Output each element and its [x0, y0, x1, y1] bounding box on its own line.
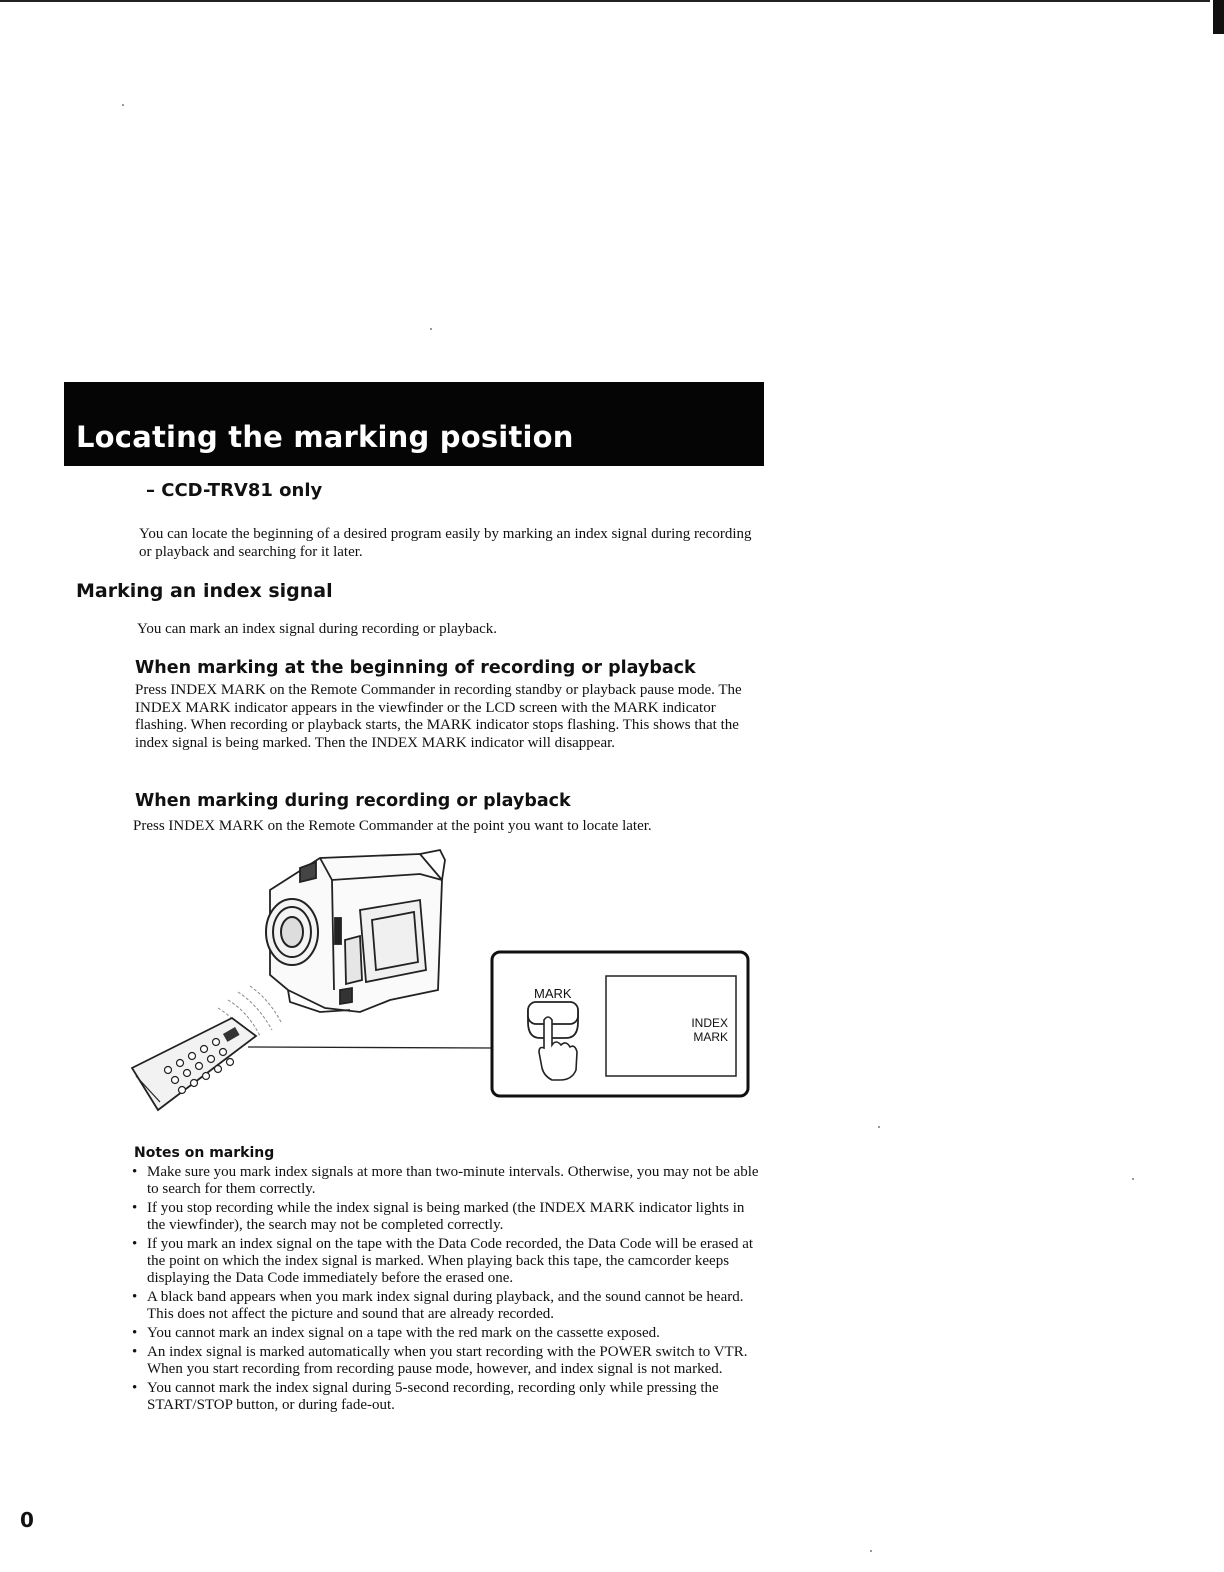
note-text: You cannot mark the index signal during 5-second recording, recording only while pressing the START/STOP button, or during fade-out.: [147, 1380, 719, 1413]
notes-list: [130, 1164, 760, 1416]
note-text: A black band appears when you mark index signal during playback, and the sound cannot be heard. This does not affect the picture and sound that are already recorded.: [147, 1289, 744, 1322]
subsection-body-during: Press INDEX MARK on the Remote Commander at the point you want to locate later.: [133, 818, 652, 834]
note-item: [130, 1236, 760, 1287]
subsection-heading-beginning: When marking at the beginning of recording or playback: [135, 658, 696, 678]
note-item: [130, 1200, 760, 1234]
index-mark-screen: [606, 976, 736, 1076]
scan-speck: [122, 104, 124, 106]
page-number: 0: [20, 1508, 34, 1532]
illustration-svg: [120, 840, 760, 1130]
note-item: [130, 1164, 760, 1198]
note-item: [130, 1344, 760, 1378]
note-item: [130, 1325, 760, 1342]
index-indicator-line2: MARK: [693, 1030, 728, 1044]
mark-button-icon: [528, 1002, 578, 1038]
subsection-body-beginning: Press INDEX MARK on the Remote Commander in recording standby or playback pause mode. The INDEX MARK indicator appears in the viewfinder or the LCD screen with the MARK indicator flashing. When recording or playback starts, the MARK indicator stops flashing. This shows that the index signal is being marked. Then the INDEX MARK indicator will disappear.: [135, 682, 742, 751]
mark-button-label: MARK: [534, 986, 572, 1001]
bullet-icon: •: [132, 1236, 138, 1252]
page-edge-tab: [1213, 0, 1224, 34]
lens-icon: [266, 899, 318, 965]
note-item: [130, 1289, 760, 1323]
index-indicator-line1: INDEX: [691, 1016, 728, 1030]
scan-speck: [878, 1126, 880, 1128]
page-title: Locating the marking position: [76, 420, 574, 454]
model-note: – CCD-TRV81 only: [146, 480, 323, 501]
subsection-heading-during: When marking during recording or playback: [135, 791, 571, 811]
note-text: If you stop recording while the index signal is being marked (the INDEX MARK indicator lights in the viewfinder), the search may not be completed correctly.: [147, 1200, 745, 1233]
scan-speck: [1132, 1178, 1134, 1180]
callout-connector-line: [248, 1047, 492, 1048]
note-text: An index signal is marked automatically when you start recording with the POWER switch to VTR. When you start recording from recording pause mode, however, and index signal is not marked.: [147, 1344, 748, 1377]
title-banner: [64, 382, 764, 466]
notes-heading: Notes on marking: [134, 1145, 275, 1161]
intro-paragraph: You can locate the beginning of a desired program easily by marking an index signal during recording or playback and searching for it later.: [139, 526, 752, 560]
top-rule: [0, 0, 1210, 2]
illustration: [120, 840, 760, 1130]
scan-speck: [430, 328, 432, 330]
scan-speck: [870, 1550, 872, 1552]
bullet-icon: •: [132, 1325, 138, 1341]
bullet-icon: •: [132, 1380, 138, 1396]
bullet-icon: •: [132, 1164, 138, 1180]
note-text: Make sure you mark index signals at more than two-minute intervals. Otherwise, you may not be able to search for them correctly.: [147, 1164, 759, 1197]
note-item: [130, 1380, 760, 1414]
note-text: If you mark an index signal on the tape with the Data Code recorded, the Data Code will be erased at the point on which the index signal is marked. When playing back this tape, the camcorder keeps displaying the Data Code immediately before the erased one.: [147, 1236, 754, 1286]
remote-commander-illustration: [132, 1018, 256, 1110]
section-heading: Marking an index signal: [76, 580, 333, 602]
bullet-icon: •: [132, 1344, 138, 1360]
section-intro: You can mark an index signal during recording or playback.: [137, 621, 498, 637]
bullet-icon: •: [132, 1289, 138, 1305]
bullet-icon: •: [132, 1200, 138, 1216]
note-text: You cannot mark an index signal on a tape with the red mark on the cassette exposed.: [147, 1325, 660, 1341]
